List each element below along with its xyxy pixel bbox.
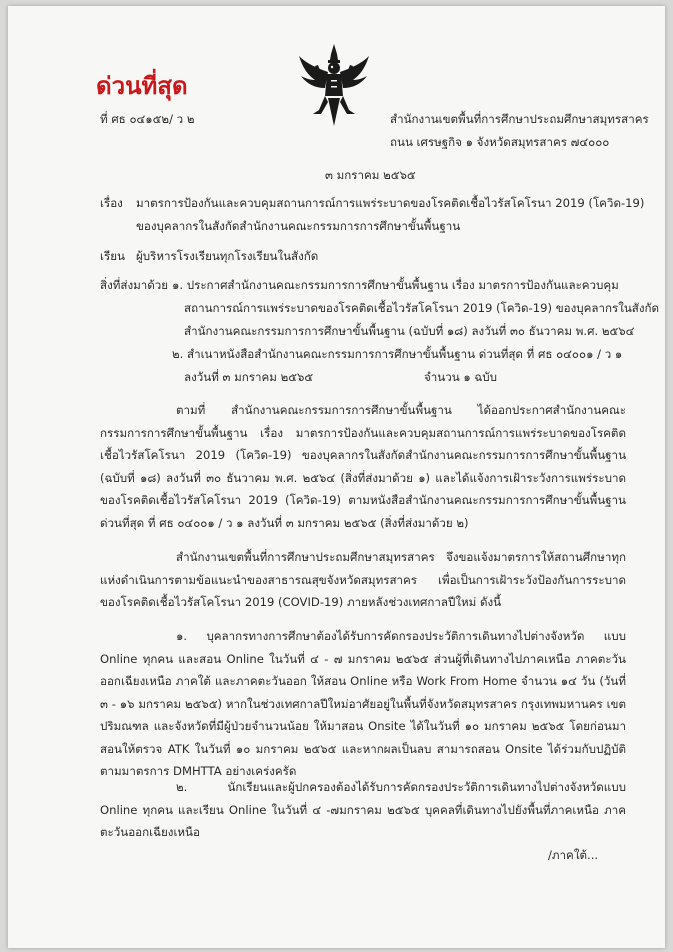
measure-item-2: ๒. นักเรียนและผู้ปกครองต้องได้รับการคัดกรองประวัติการเดินทางไปต่างจังหวัดแบบ Online ทุกคน และเรียน Online ในวันที่ ๔ -๗มกราคม ๒๕๖๕ บุคคลที่เดินทางไปยังพื้นที่ภาคเหนือ ภาคตะวันออกเฉียงเหนือ: [100, 780, 626, 839]
enclosure-2-line-2: ลงวันที่ ๓ มกราคม ๒๕๖๕: [184, 370, 314, 384]
enclosure-1-line-2: สถานการณ์การแพร่ระบาดของโรคติดเชื้อไวรัสโคโรนา 2019 (โควิด-19) ของบุคลากรในสังกัด: [184, 301, 660, 315]
document-page: [8, 6, 665, 948]
body-paragraph-1: ตามที่ สำนักงานคณะกรรมการการศึกษาขั้นพื้นฐาน ได้ออกประกาศสำนักงานคณะกรรมการการศึกษาขั้นพื้นฐาน เรื่อง มาตรการป้องกันและควบคุมสถานการณ์การแพร่ระบาดของโรคติดเชื้อไวรัสโคโรนา 2019 (โควิด-19) ของบุคลากรในสังกัดสำนักงานคณะกรรมการการศึกษาขั้นพื้นฐาน (ฉบับที่ ๑๘) ลงวันที่ ๓๐ ธันวาคม พ.ศ. ๒๕๖๔ (สิ่งที่ส่งมาด้วย ๑) และได้แจ้งการเฝ้าระวังการแพร่ระบาดของโรคติดเชื้อไวรัสโคโรนา 2019 (โควิด-19) ตามหนังสือสำนักงานคณะกรรมการการศึกษาขั้นพื้นฐาน ด่วนที่สุด ที่ ศธ ๐๔๐๐๑ / ว ๑ ลงวันที่ ๓ มกราคม ๒๕๖๕ (สิ่งที่ส่งมาด้วย ๒): [100, 403, 626, 530]
body-paragraph-2: สำนักงานเขตพื้นที่การศึกษาประถมศึกษาสมุทรสาคร จึงขอแจ้งมาตรการให้สถานศึกษาทุกแห่งดำเนินการตามข้อแนะนำของสาธารณสุขจังหวัดสมุทรสาคร เพื่อเป็นการเฝ้าระวังป้องกันการระบาดของโรคติดเชื้อไวรัสโคโรนา 2019 (COVID-19) ภายหลังช่วงเทศกาลปีใหม่ ดังนี้: [100, 550, 626, 609]
subject-label: เรื่อง: [100, 196, 123, 210]
reference-number: ที่ ศธ ๐๔๑๕๒/ ว ๒: [100, 112, 195, 126]
garuda-emblem-icon: [297, 42, 371, 128]
document-date: ๓ มกราคม ๒๕๖๕: [325, 168, 416, 182]
enclosure-1-line-3: สำนักงานคณะกรรมการการศึกษาขั้นพื้นฐาน (ฉบับที่ ๑๘) ลงวันที่ ๓๐ ธันวาคม พ.ศ. ๒๕๖๔: [184, 324, 635, 338]
enclosure-2-count: จำนวน ๑ ฉบับ: [424, 370, 498, 384]
recipient-label: เรียน: [100, 249, 125, 263]
enclosure-2-line-1: ๒. สำเนาหนังสือสำนักงานคณะกรรมการการศึกษาขั้นพื้นฐาน ด่วนที่สุด ที่ ศธ ๐๔๐๐๑ / ว ๑: [172, 347, 623, 361]
subject-line-2: ของบุคลากรในสังกัดสำนักงานคณะกรรมการการศึกษาขั้นพื้นฐาน: [136, 219, 461, 233]
office-name: สำนักงานเขตพื้นที่การศึกษาประถมศึกษาสมุทรสาคร: [390, 112, 649, 126]
urgency-stamp: ด่วนที่สุด: [96, 71, 188, 100]
enclosure-1-line-1: ๑. ประกาศสำนักงานคณะกรรมการการศึกษาขั้นพื้นฐาน เรื่อง มาตรการป้องกันและควบคุม: [172, 278, 619, 292]
enclosures-label: สิ่งที่ส่งมาด้วย: [100, 278, 169, 292]
continuation-marker: /ภาคใต้...: [548, 848, 599, 862]
office-address: ถนน เศรษฐกิจ ๑ จังหวัดสมุทรสาคร ๗๔๐๐๐: [390, 135, 610, 149]
subject-line-1: มาตรการป้องกันและควบคุมสถานการณ์การแพร่ระบาดของโรคติดเชื้อไวรัสโคโรนา 2019 (โควิด-19): [136, 196, 645, 210]
measure-item-1: ๑. บุคลากรทางการศึกษาต้องได้รับการคัดกรองประวัติการเดินทางไปต่างจังหวัด แบบ Online ทุกคน และสอน Online ในวันที่ ๔ - ๗ มกราคม ๒๕๖๕ ส่วนผู้ที่เดินทางไปภาคเหนือ ภาคตะวันออกเฉียงเหนือ ภาคใต้ และภาคตะวันออก ให้สอน Online หรือ Work From Home จำนวน ๑๔ วัน (วันที่ ๓ - ๑๖ มกราคม ๒๕๖๕) หากในช่วงเทศกาลปีใหม่อาศัยอยู่ในพื้นที่จังหวัดสมุทรสาคร กรุงเทพมหานคร เขตปริมณฑล และจังหวัดที่มีผู้ป่วยจำนวนน้อย ให้มาสอน Onsite ได้ในวันที่ ๑๐ มกราคม ๒๕๖๕ โดยก่อนมาสอนให้ตรวจ ATK ในวันที่ ๑๐ มกราคม ๒๕๖๕ และหากผลเป็นลบ สามารถสอน Onsite ได้ร่วมกับปฏิบัติตามมาตรการ DMHTTA อย่างเคร่งครัด: [100, 629, 626, 778]
recipient-text: ผู้บริหารโรงเรียนทุกโรงเรียนในสังกัด: [136, 249, 319, 263]
